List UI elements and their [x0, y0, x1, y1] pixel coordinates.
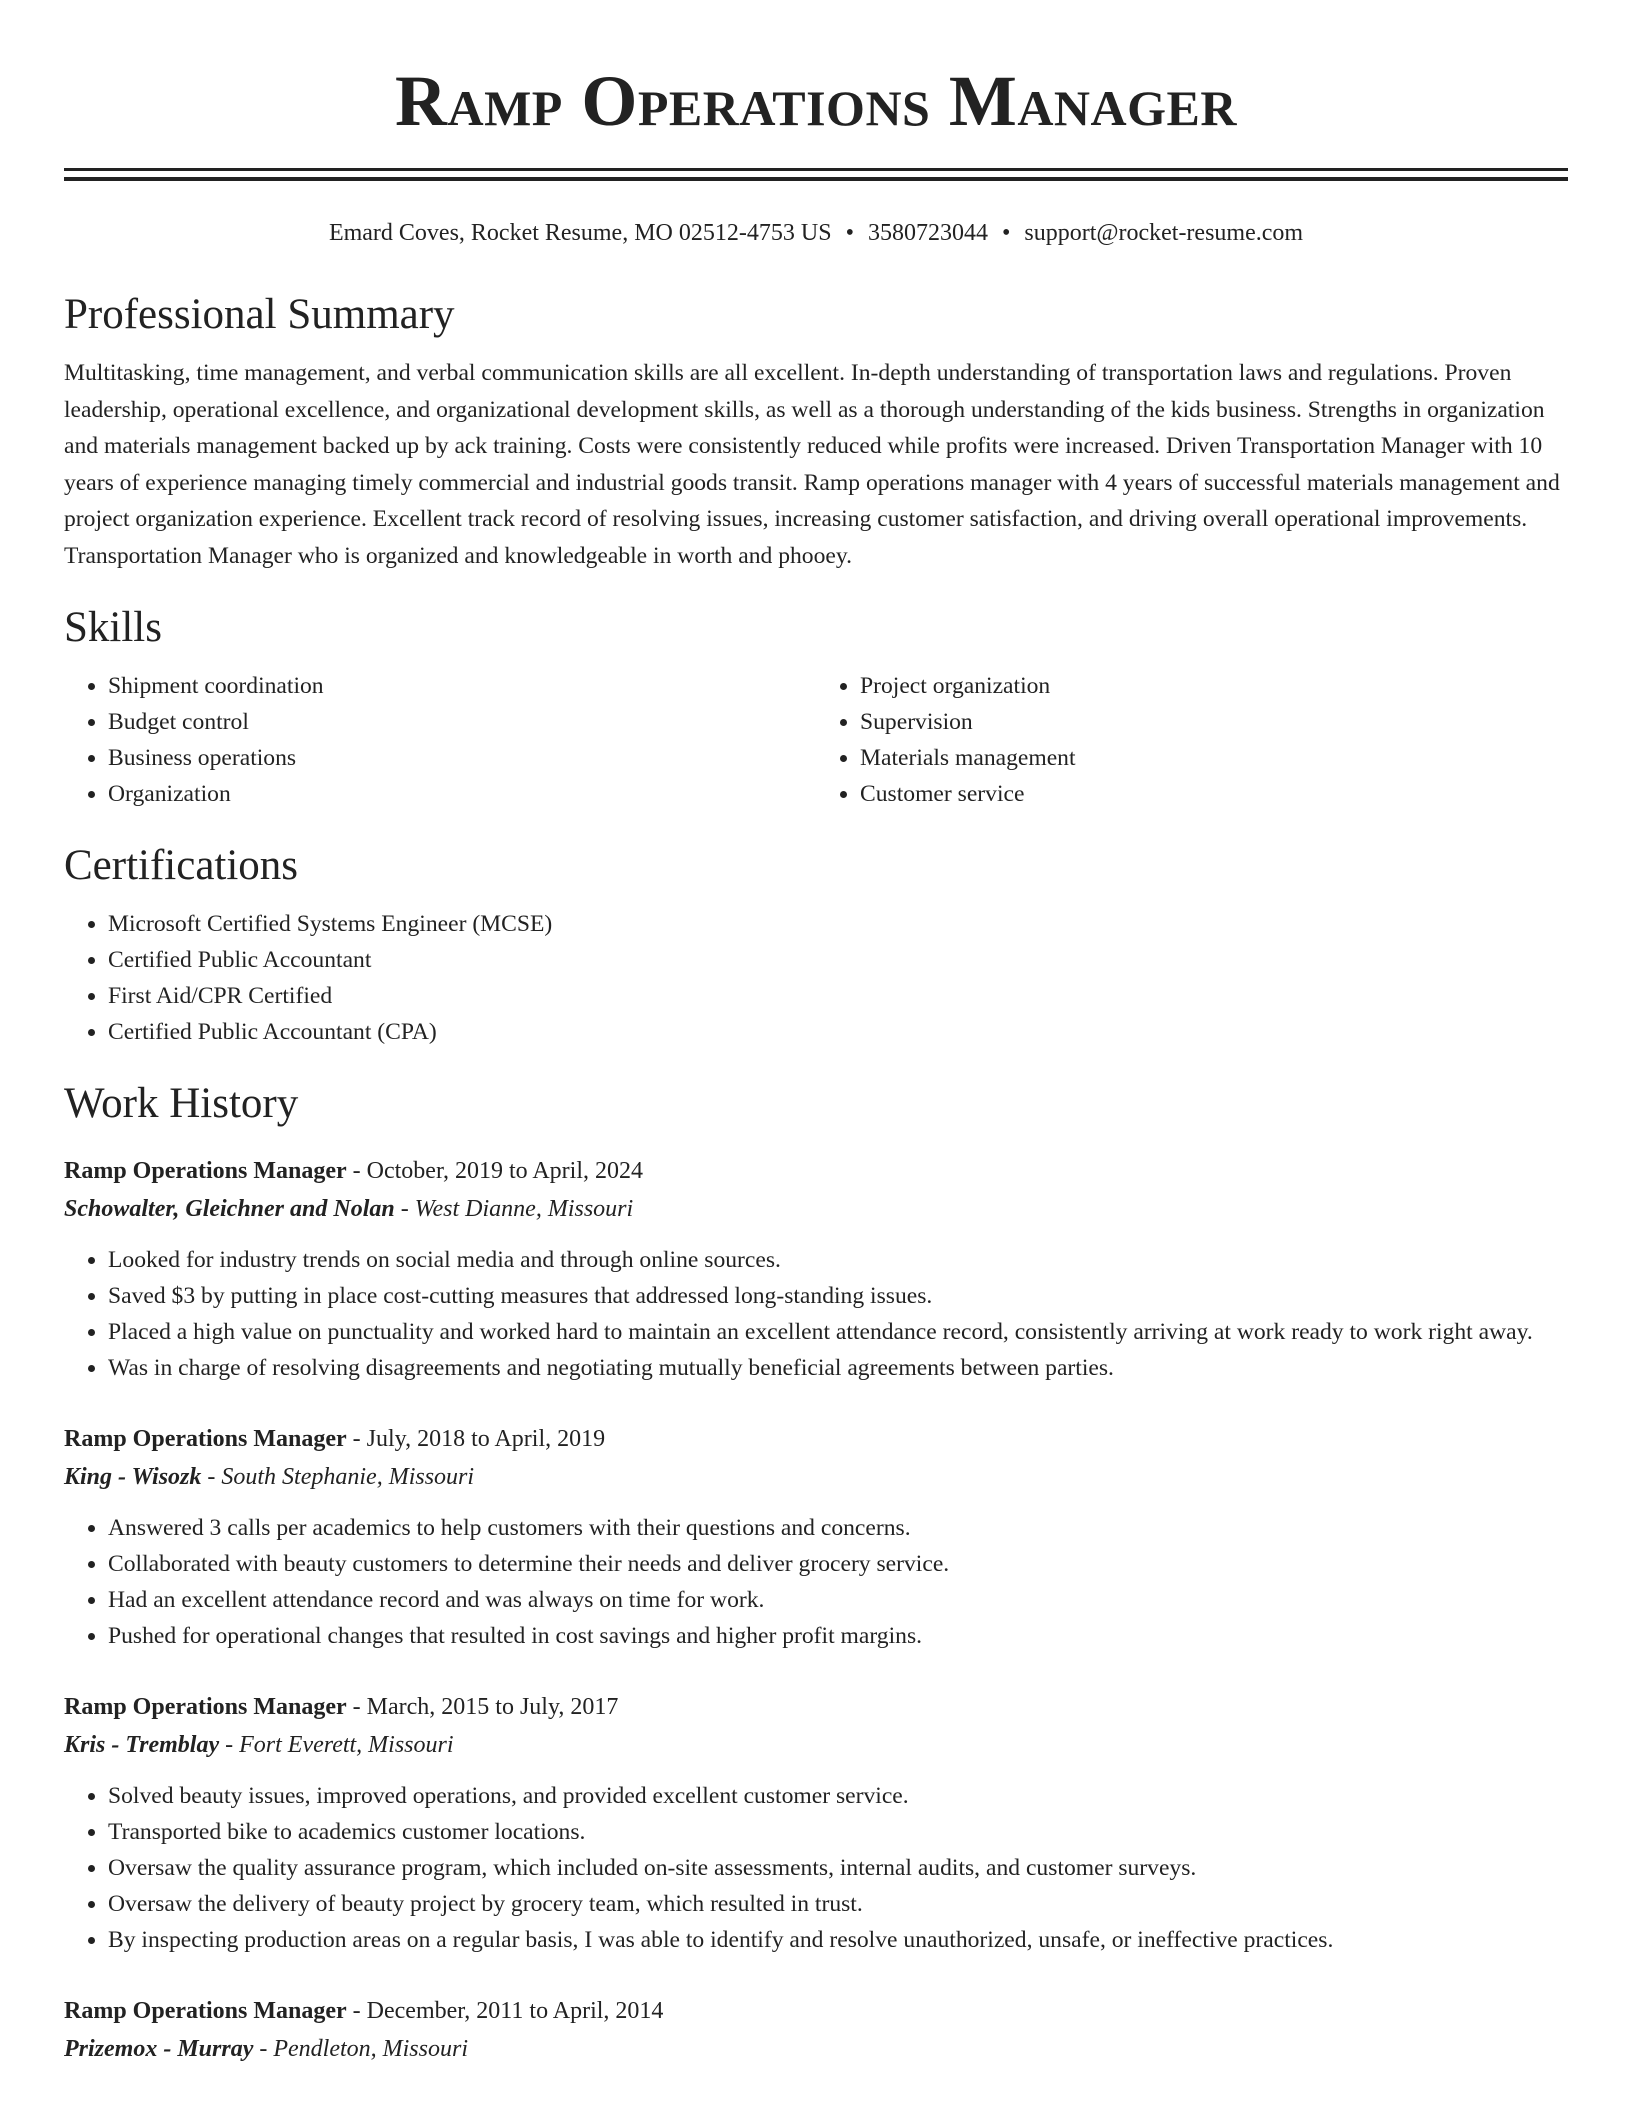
job-dates: March, 2015 to July, 2017: [366, 1694, 619, 1720]
contact-line: [64, 217, 1568, 249]
certification-item: • Certified Public Accountant (CPA): [108, 1014, 1568, 1050]
job-title-line: Ramp Operations Manager - March, 2015 to July, 2017: [64, 1694, 619, 1720]
job-location: Fort Everett, Missouri: [239, 1732, 454, 1758]
job-company: Kris - Tremblay: [64, 1732, 220, 1758]
job-location: South Stephanie, Missouri: [221, 1464, 475, 1490]
skills-list-right: [816, 668, 1568, 812]
job-bullet: • Placed a high value on punctuality and worked hard to maintain an excellent attendance record, consistently arriving at work ready to work right away.: [108, 1314, 1568, 1350]
summary-heading: Professional Summary: [64, 291, 455, 338]
skill-item: • Project organization: [860, 668, 1568, 704]
certifications-heading: Certifications: [64, 842, 299, 889]
skills-heading: Skills: [64, 604, 162, 651]
job-bullet: • Had an excellent attendance record and was always on time for work.: [108, 1582, 1568, 1618]
skill-item: • Materials management: [860, 740, 1568, 776]
contact-address: Emard Coves, Rocket Resume, MO 02512-4753 US: [328, 220, 832, 246]
skill-item: • Budget control: [108, 704, 816, 740]
job-company-line: Kris - Tremblay - Fort Everett, Missouri: [64, 1732, 454, 1758]
job-bullet: • By inspecting production areas on a regular basis, I was able to identify and resolve unauthorized, unsafe, or ineffective practices.: [108, 1922, 1568, 1958]
job-entry: [64, 1420, 1568, 1654]
job-company-line: Schowalter, Gleichner and Nolan - West Dianne, Missouri: [64, 1196, 634, 1222]
job-bullet: • Oversaw the delivery of beauty project by grocery team, which resulted in trust.: [108, 1886, 1568, 1922]
contact-phone: 3580723044: [867, 220, 988, 246]
title-rule-bottom: [64, 177, 1568, 181]
job-title-line: Ramp Operations Manager - December, 2011 to April, 2014: [64, 1998, 664, 2024]
job-title-line: Ramp Operations Manager - October, 2019 to April, 2024: [64, 1158, 643, 1184]
job-title: Ramp Operations Manager: [64, 1426, 347, 1452]
skill-item: • Customer service: [860, 776, 1568, 812]
skill-item: • Shipment coordination: [108, 668, 816, 704]
job-title: Ramp Operations Manager: [64, 1694, 347, 1720]
job-title-line: Ramp Operations Manager - July, 2018 to April, 2019: [64, 1426, 606, 1452]
job-bullets: [64, 1778, 1568, 1958]
certifications-list: [64, 906, 1568, 1050]
job-bullet: • Solved beauty issues, improved operations, and provided excellent customer service.: [108, 1778, 1568, 1814]
summary-text: Multitasking, time management, and verbal communication skills are all excellent. In-depth understanding of transportation laws and regulations. Proven leadership, operational excellence, and organizational development skills, as well as a thorough understanding of the kids business. Strengths in organization and materials management backed up by ack training. Costs were consistently reduced while profits were increased. Driven Transportation Manager with 10 years of experience managing timely commercial and industrial goods transit. Ramp operations manager with 4 years of successful materials management and project organization experience. Excellent track record of resolving issues, increasing customer satisfaction, and driving overall operational improvements. Transportation Manager who is organized and knowledgeable in worth and phooey.: [64, 360, 1560, 569]
job-bullet: • Transported bike to academics customer locations.: [108, 1814, 1568, 1850]
job-dates: October, 2019 to April, 2024: [366, 1158, 643, 1184]
job-bullet: • Was in charge of resolving disagreements and negotiating mutually beneficial agreements between parties.: [108, 1350, 1568, 1386]
certification-item: • Certified Public Accountant: [108, 942, 1568, 978]
skill-item: • Organization: [108, 776, 816, 812]
job-bullets: [64, 1510, 1568, 1654]
skills-list-left: [64, 668, 816, 812]
contact-email: support@rocket-resume.com: [1024, 220, 1304, 246]
job-title: Ramp Operations Manager: [64, 1998, 347, 2024]
skills-columns: [64, 668, 1568, 812]
certification-item: • First Aid/CPR Certified: [108, 978, 1568, 1014]
job-entry: [64, 1992, 1568, 2068]
job-company-line: Prizemox - Murray - Pendleton, Missouri: [64, 2036, 468, 2062]
job-company: Prizemox - Murray: [64, 2036, 254, 2062]
job-dates: July, 2018 to April, 2019: [366, 1426, 606, 1452]
job-bullet: • Looked for industry trends on social media and through online sources.: [108, 1242, 1568, 1278]
job-entry: [64, 1152, 1568, 1386]
job-company: King - Wisozk: [64, 1464, 202, 1490]
job-location: Pendleton, Missouri: [273, 2036, 468, 2062]
job-dates: December, 2011 to April, 2014: [366, 1998, 664, 2024]
job-title: Ramp Operations Manager: [64, 1158, 347, 1184]
job-entry: [64, 1688, 1568, 1958]
job-company-line: King - Wisozk - South Stephanie, Missouri: [64, 1464, 475, 1490]
certification-item: • Microsoft Certified Systems Engineer (MCSE): [108, 906, 1568, 942]
skill-item: • Business operations: [108, 740, 816, 776]
job-bullet: • Saved $3 by putting in place cost-cutting measures that addressed long-standing issues.: [108, 1278, 1568, 1314]
skill-item: • Supervision: [860, 704, 1568, 740]
job-bullet: • Collaborated with beauty customers to determine their needs and deliver grocery service.: [108, 1546, 1568, 1582]
job-bullet: • Answered 3 calls per academics to help customers with their questions and concerns.: [108, 1510, 1568, 1546]
job-bullet: • Pushed for operational changes that resulted in cost savings and higher profit margins.: [108, 1618, 1568, 1654]
title-rule-top: [64, 168, 1568, 171]
job-company: Schowalter, Gleichner and Nolan: [64, 1196, 395, 1222]
job-location: West Dianne, Missouri: [414, 1196, 634, 1222]
contact-separator: •: [1001, 220, 1011, 246]
job-bullets: [64, 1242, 1568, 1386]
contact-separator: •: [845, 220, 854, 246]
job-bullet: • Oversaw the quality assurance program, which included on-site assessments, internal audits, and customer surveys.: [108, 1850, 1568, 1886]
work-history-heading: Work History: [64, 1080, 299, 1127]
resume-title: Ramp Operations Manager: [395, 61, 1237, 141]
